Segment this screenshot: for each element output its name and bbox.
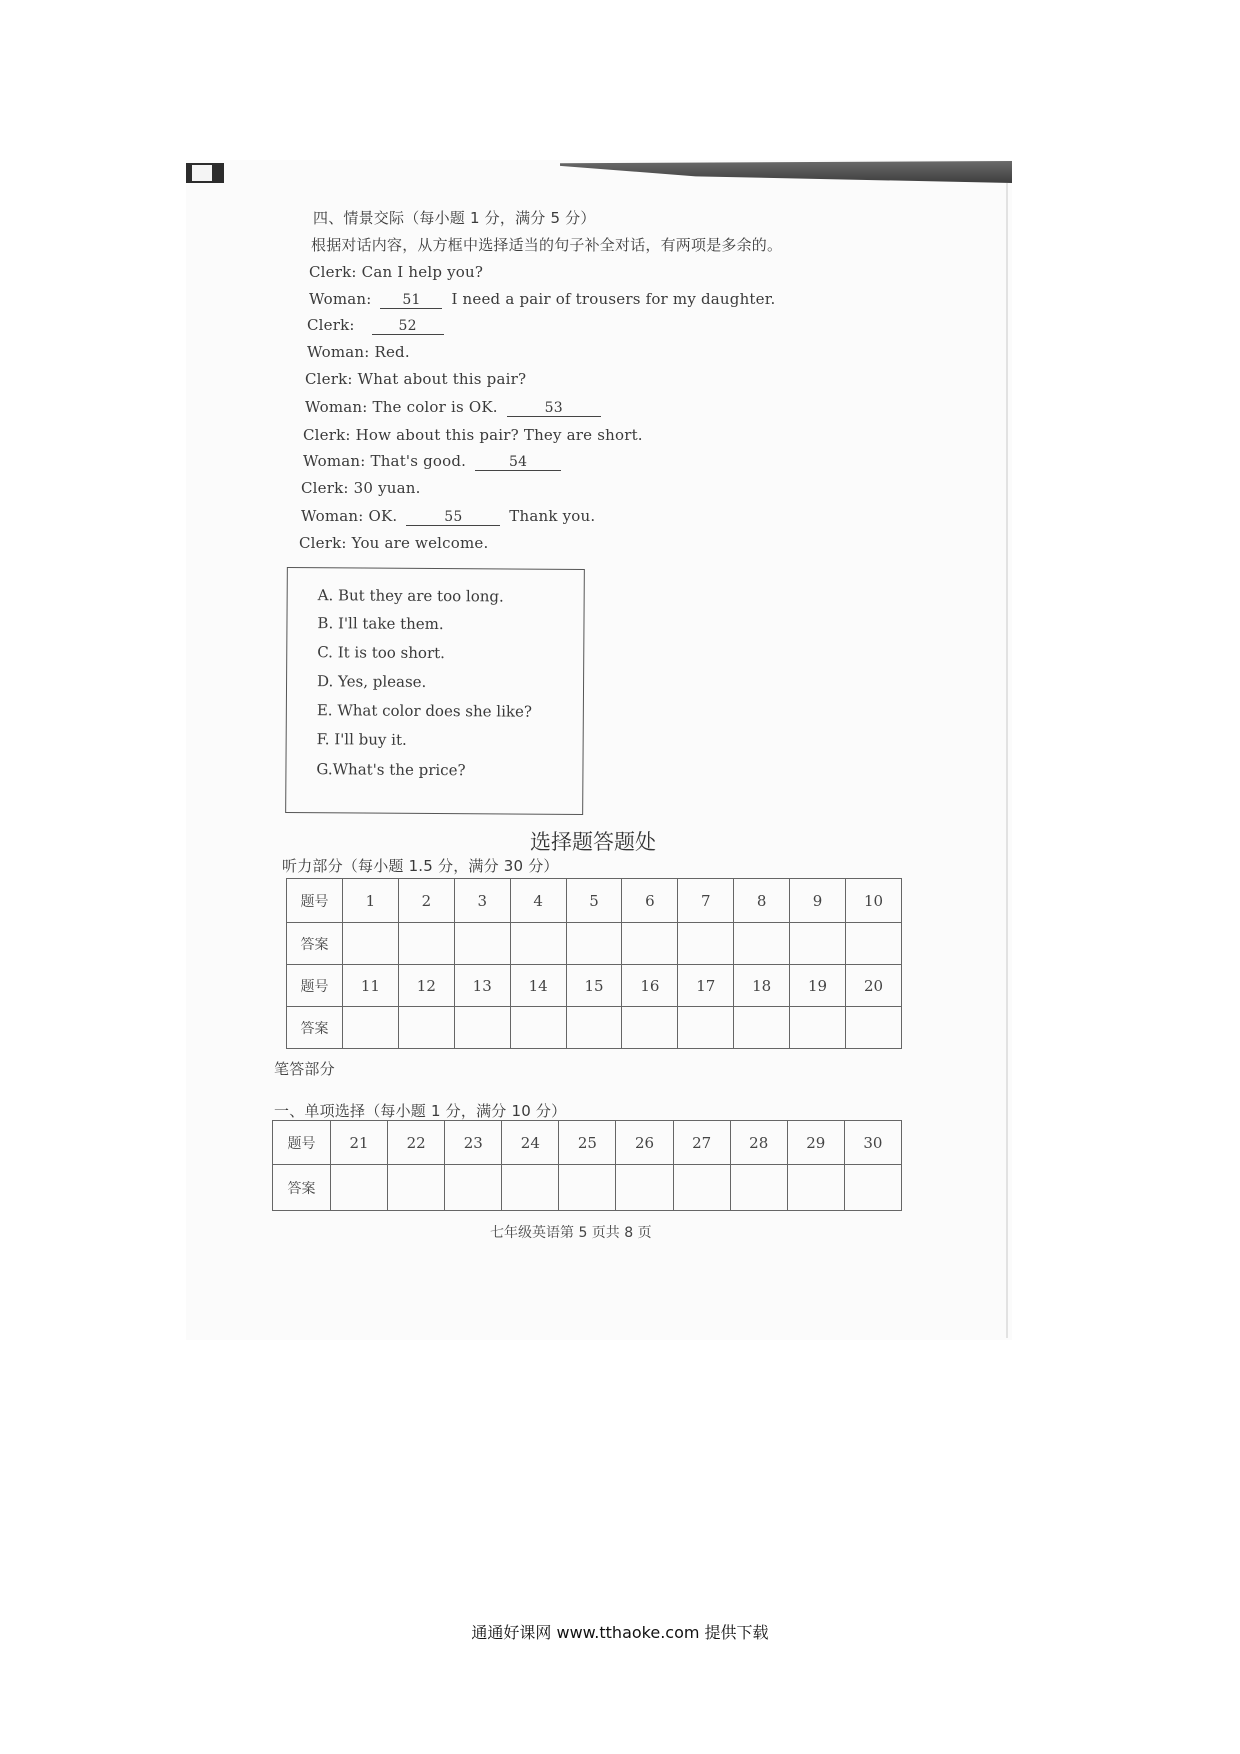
speaker: Clerk:	[307, 316, 355, 334]
speaker: Woman:	[301, 507, 364, 525]
dialogue-text: Thank you.	[509, 507, 596, 525]
speaker: Woman:	[309, 290, 372, 308]
question-number: 9	[790, 879, 846, 923]
answer-cell[interactable]	[846, 923, 902, 965]
question-number: 14	[510, 965, 566, 1007]
answer-blank-51[interactable]: 51	[380, 292, 442, 309]
answer-area-title: 选择题答题处	[530, 830, 656, 854]
question-number: 5	[566, 879, 622, 923]
options-box	[285, 567, 585, 815]
question-number: 18	[734, 965, 790, 1007]
question-number: 20	[846, 965, 902, 1007]
answer-blank-53[interactable]: 53	[507, 400, 601, 417]
question-number: 17	[678, 965, 734, 1007]
question-number: 3	[454, 879, 510, 923]
answer-row	[273, 1165, 902, 1211]
speaker: Clerk:	[299, 534, 347, 552]
answer-cell[interactable]	[559, 1165, 616, 1211]
question-number: 15	[566, 965, 622, 1007]
dialogue-line-7	[303, 426, 643, 444]
question-number: 4	[510, 879, 566, 923]
dialogue-line-8	[303, 452, 565, 471]
dialogue-text: The color is OK.	[372, 398, 498, 416]
dialogue-line-10	[301, 507, 595, 526]
listening-label: 听力部分（每小题 1.5 分，满分 30 分）	[282, 857, 559, 875]
answer-cell[interactable]	[343, 923, 399, 965]
question-number: 1	[343, 879, 399, 923]
answer-cell[interactable]	[678, 923, 734, 965]
dialogue-text: What about this pair?	[357, 370, 527, 388]
row-label-number: 题号	[287, 879, 343, 923]
answer-cell[interactable]	[331, 1165, 388, 1211]
dialogue-line-9	[301, 479, 421, 497]
page-number: 七年级英语第 5 页共 8 页	[490, 1225, 652, 1241]
answer-cell[interactable]	[510, 1007, 566, 1049]
answer-cell[interactable]	[673, 1165, 730, 1211]
answer-cell[interactable]	[454, 923, 510, 965]
answer-cell[interactable]	[734, 1007, 790, 1049]
question-number: 13	[454, 965, 510, 1007]
dialogue-text: How about this pair? They are short.	[355, 426, 643, 444]
number-row	[273, 1121, 902, 1165]
option-e: E. What color does she like?	[316, 701, 533, 721]
answer-blank-52[interactable]: 52	[372, 318, 444, 335]
speaker: Woman:	[305, 398, 368, 416]
speaker: Clerk:	[305, 370, 353, 388]
answer-cell[interactable]	[510, 923, 566, 965]
answer-cell[interactable]	[616, 1165, 673, 1211]
question-number: 21	[331, 1121, 388, 1165]
answer-cell[interactable]	[566, 1007, 622, 1049]
written-label: 笔答部分	[274, 1060, 335, 1078]
question-number: 6	[622, 879, 678, 923]
answer-cell[interactable]	[343, 1007, 399, 1049]
question-number: 25	[559, 1121, 616, 1165]
question-number: 8	[734, 879, 790, 923]
answer-cell[interactable]	[622, 1007, 678, 1049]
number-row	[287, 965, 902, 1007]
listening-answer-table	[286, 878, 902, 1049]
answer-cell[interactable]	[454, 1007, 510, 1049]
option-c: C. It is too short.	[317, 643, 446, 663]
answer-cell[interactable]	[566, 923, 622, 965]
question-number: 10	[846, 879, 902, 923]
answer-cell[interactable]	[790, 1007, 846, 1049]
question-number: 23	[445, 1121, 502, 1165]
option-d: D. Yes, please.	[317, 672, 427, 691]
dialogue-line-11	[299, 534, 488, 552]
option-f: F. I'll buy it.	[316, 730, 407, 749]
answer-cell[interactable]	[846, 1007, 902, 1049]
site-credit: 通通好课网 www.tthaoke.com 提供下载	[471, 1623, 769, 1642]
row-label-number: 题号	[273, 1121, 331, 1165]
row-label-number: 题号	[287, 965, 343, 1007]
answer-cell[interactable]	[678, 1007, 734, 1049]
row-label-answer: 答案	[287, 1007, 343, 1049]
dialogue-line-3	[307, 316, 448, 335]
answer-cell[interactable]	[502, 1165, 559, 1211]
answer-cell[interactable]	[445, 1165, 502, 1211]
dialogue-line-1	[309, 263, 483, 281]
dialogue-line-5	[305, 370, 526, 388]
question-number: 7	[678, 879, 734, 923]
option-a: A. But they are too long.	[317, 586, 504, 606]
question-number: 28	[730, 1121, 787, 1165]
section4-instruction: 根据对话内容，从方框中选择适当的句子补全对话，有两项是多余的。	[311, 236, 783, 254]
answer-row	[287, 1007, 902, 1049]
question-number: 11	[343, 965, 399, 1007]
row-label-answer: 答案	[287, 923, 343, 965]
speaker: Woman:	[307, 343, 370, 361]
answer-cell[interactable]	[730, 1165, 787, 1211]
answer-cell[interactable]	[787, 1165, 844, 1211]
dialogue-line-2	[309, 290, 775, 309]
dialogue-text: Red.	[374, 343, 410, 361]
answer-cell[interactable]	[734, 923, 790, 965]
option-g: G.What's the price?	[316, 760, 466, 780]
speaker: Clerk:	[303, 426, 351, 444]
question-number: 16	[622, 965, 678, 1007]
row-label-answer: 答案	[273, 1165, 331, 1211]
question-number: 19	[790, 965, 846, 1007]
dialogue-text: You are welcome.	[351, 534, 489, 552]
question-number: 2	[398, 879, 454, 923]
answer-cell[interactable]	[790, 923, 846, 965]
question-number: 29	[787, 1121, 844, 1165]
answer-blank-54[interactable]: 54	[475, 454, 561, 471]
dialogue-text: OK.	[368, 507, 398, 525]
answer-cell[interactable]	[398, 1007, 454, 1049]
dialogue-text: 30 yuan.	[353, 479, 421, 497]
dialogue-text: I need a pair of trousers for my daughter.	[451, 290, 776, 308]
single-choice-answer-table	[272, 1120, 902, 1211]
speaker: Clerk:	[309, 263, 357, 281]
section4-title: 四、情景交际（每小题 1 分，满分 5 分）	[313, 209, 596, 227]
question-number: 27	[673, 1121, 730, 1165]
question-number: 26	[616, 1121, 673, 1165]
dialogue-text: That's good.	[370, 452, 467, 470]
dialogue-line-6	[305, 398, 605, 417]
answer-blank-55[interactable]: 55	[406, 509, 500, 526]
answer-cell[interactable]	[388, 1165, 445, 1211]
option-b: B. I'll take them.	[317, 614, 444, 634]
dialogue-text: Can I help you?	[361, 263, 484, 281]
question-number: 30	[844, 1121, 901, 1165]
number-row	[287, 879, 902, 923]
speaker: Woman:	[303, 452, 366, 470]
answer-cell[interactable]	[622, 923, 678, 965]
single-choice-label: 一、单项选择（每小题 1 分，满分 10 分）	[274, 1102, 567, 1120]
speaker: Clerk:	[301, 479, 349, 497]
dialogue-line-4	[307, 343, 410, 361]
question-number: 24	[502, 1121, 559, 1165]
answer-cell[interactable]	[844, 1165, 901, 1211]
question-number: 12	[398, 965, 454, 1007]
answer-cell[interactable]	[398, 923, 454, 965]
question-number: 22	[388, 1121, 445, 1165]
answer-row	[287, 923, 902, 965]
